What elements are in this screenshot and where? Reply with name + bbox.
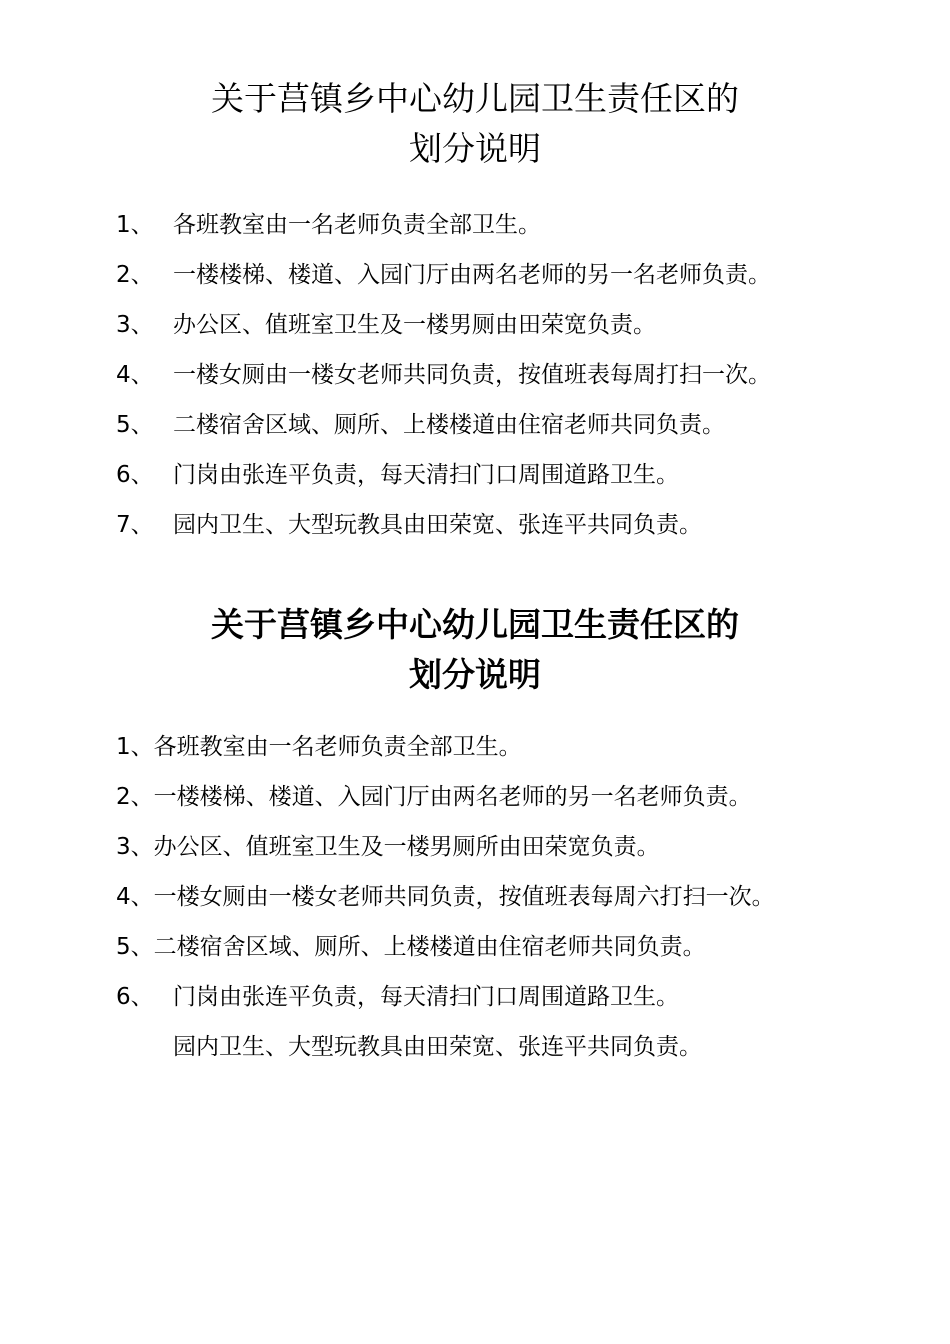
item-text: 各班教室由一名老师负责全部卫生。 [153, 734, 522, 760]
item-text: 各班教室由一名老师负责全部卫生。 [173, 212, 541, 238]
item-number: 7、 [116, 512, 154, 538]
item-text: 一楼女厕由一楼女老师共同负责，按值班表每周打扫一次。 [173, 362, 771, 388]
item-number: 2、 [116, 262, 154, 288]
item-text: 门岗由张连平负责，每天清扫门口周围道路卫生。 [173, 462, 679, 488]
item-text: 园内卫生、大型玩教具由田荣宽、张连平共同负责。 [173, 1034, 702, 1060]
list-item [116, 353, 771, 403]
item-text: 一楼女厕由一楼女老师共同负责，按值班表每周六打扫一次。 [153, 884, 775, 910]
doc2-title-line2: 划分说明 [409, 655, 541, 694]
list-item [116, 203, 771, 253]
item-number: 4、 [116, 884, 154, 910]
item-number: 4、 [116, 362, 154, 388]
list-item [116, 825, 775, 875]
list-item [116, 925, 775, 975]
item-text: 一楼楼梯、楼道、入园门厅由两名老师的另一名老师负责。 [173, 262, 771, 288]
item-number: 2、 [116, 784, 154, 810]
item-number: 6、 [116, 984, 154, 1010]
list-item [116, 1025, 775, 1075]
doc1-title-line2: 划分说明 [409, 129, 541, 168]
list-item [116, 253, 771, 303]
list-item [116, 503, 771, 553]
list-item [116, 403, 771, 453]
list-item [116, 725, 775, 775]
doc1-title [0, 74, 950, 174]
item-text: 办公区、值班室卫生及一楼男厕所由田荣宽负责。 [153, 834, 660, 860]
list-item [116, 975, 775, 1025]
list-item [116, 775, 775, 825]
item-text: 二楼宿舍区域、厕所、上楼楼道由住宿老师共同负责。 [173, 412, 725, 438]
item-text: 二楼宿舍区域、厕所、上楼楼道由住宿老师共同负责。 [153, 934, 706, 960]
item-number: 5、 [116, 934, 154, 960]
item-text: 门岗由张连平负责，每天清扫门口周围道路卫生。 [173, 984, 679, 1010]
item-text: 一楼楼梯、楼道、入园门厅由两名老师的另一名老师负责。 [153, 784, 752, 810]
item-text: 园内卫生、大型玩教具由田荣宽、张连平共同负责。 [173, 512, 702, 538]
item-number: 5、 [116, 412, 154, 438]
item-number: 3、 [116, 312, 154, 338]
list-item [116, 875, 775, 925]
doc2-list [116, 725, 775, 1075]
item-number: 1、 [116, 734, 154, 760]
item-number: 6、 [116, 462, 154, 488]
item-number: 3、 [116, 834, 154, 860]
list-item [116, 303, 771, 353]
list-item [116, 453, 771, 503]
doc2-title-line1: 关于莒镇乡中心幼儿园卫生责任区的 [211, 605, 739, 644]
item-text: 办公区、值班室卫生及一楼男厕由田荣宽负责。 [173, 312, 656, 338]
doc1-title-line1: 关于莒镇乡中心幼儿园卫生责任区的 [211, 79, 739, 118]
item-number: 1、 [116, 212, 154, 238]
doc2-title [0, 600, 950, 700]
doc1-list [116, 203, 771, 553]
